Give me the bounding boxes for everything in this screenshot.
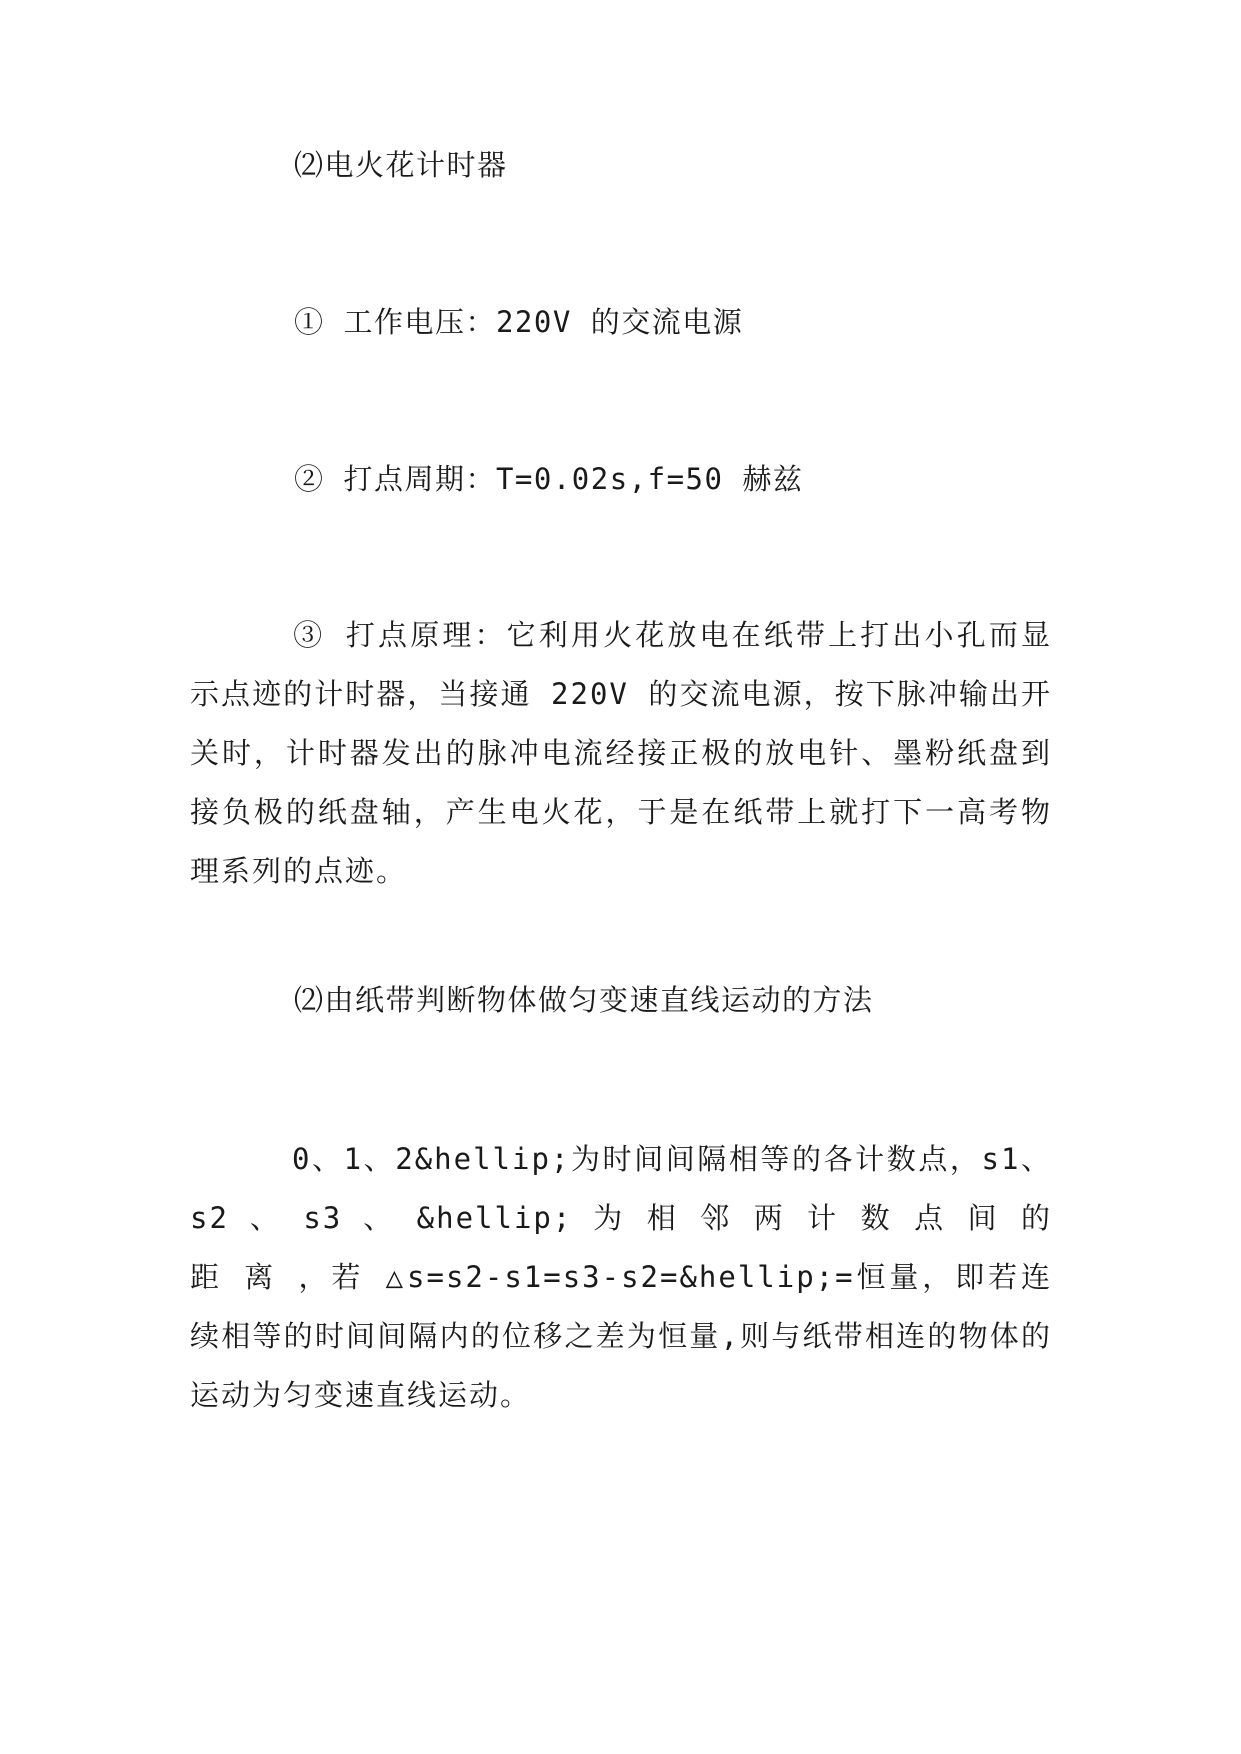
heading-method: ⑵由纸带判断物体做匀变速直线运动的方法 <box>294 983 874 1017</box>
item-dot-period: ② 打点周期：T=0.02s,f=50 赫兹 <box>294 462 804 496</box>
paragraph-method <box>190 1130 1052 1425</box>
heading-spark-timer: ⑵电火花计时器 <box>294 148 508 182</box>
paragraph-dot-principle-text: ③ 打点原理：它利用火花放电在纸带上打出小孔而显示点迹的计时器，当接通 220V 的交流电源，按下脉冲输出开关时，计时器发出的脉冲电流经接正极的放电针、墨粉纸盘到接负极的纸盘轴，产生电火花，于是在纸带上就打下一高考物理系列的点迹。 <box>190 618 1052 888</box>
paragraph-method-text: 0、1、2&hellip;为时间间隔相等的各计数点，s1、s2 、 s3 、 &hellip; 为 相 邻 两 计 数 点 间 的 距 离 ，若 △s=s2-s1=s3-s2=&hellip;=恒量，即若连续相等的时间间隔内的位移之差为恒量,则与纸带相连的物体的运动为匀变速直线运动。 <box>190 1142 1052 1412</box>
paragraph-dot-principle <box>190 606 1052 901</box>
item-working-voltage: ① 工作电压：220V 的交流电源 <box>294 305 744 339</box>
